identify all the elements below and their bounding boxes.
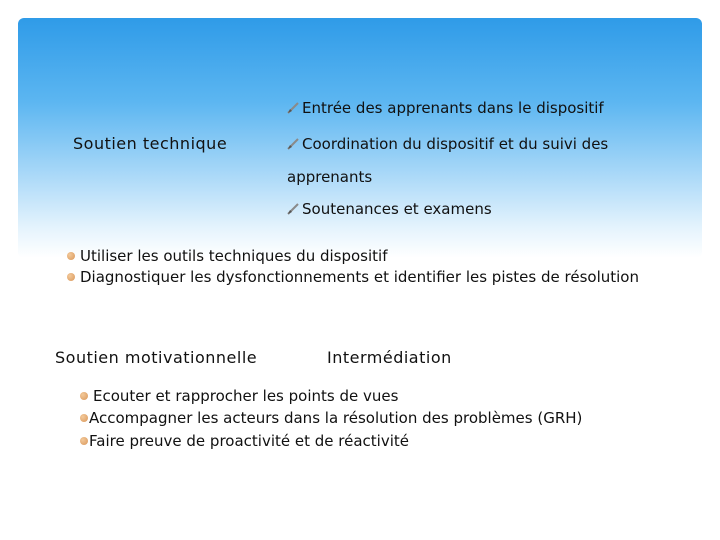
orange-dot-icon <box>80 414 88 422</box>
motivation-heading: Soutien motivationnelle <box>55 348 258 367</box>
technique-heading: Soutien technique <box>73 134 228 153</box>
technique-item-label: Coordination du dispositif et du suivi des <box>302 135 609 153</box>
pencil-icon <box>287 137 300 150</box>
technique-bullet-1 <box>67 247 388 265</box>
technique-item-label: Soutenances et examens <box>302 200 492 218</box>
orange-dot-icon <box>80 392 88 400</box>
motivation-bullet-2 <box>80 409 582 427</box>
orange-dot-icon <box>67 273 75 281</box>
bullet-text: Utiliser les outils techniques du dispositif <box>80 247 388 265</box>
bullet-text: Faire preuve de proactivité et de réactivité <box>89 432 409 450</box>
pencil-icon <box>287 202 300 215</box>
technique-item-2 <box>287 135 608 153</box>
motivation-bullet-3 <box>80 432 409 450</box>
technique-item-1 <box>287 99 604 117</box>
technique-item-label: Entrée des apprenants dans le dispositif <box>302 99 604 117</box>
technique-item-2-continuation: apprenants <box>287 168 373 186</box>
motivation-subheading: Intermédiation <box>327 348 452 367</box>
motivation-bullet-1 <box>80 387 398 405</box>
technique-item-3 <box>287 200 492 218</box>
pencil-icon <box>287 101 300 114</box>
bullet-text: Diagnostiquer les dysfonctionnements et identifier les pistes de résolution <box>80 268 639 286</box>
orange-dot-icon <box>80 437 88 445</box>
bullet-text: Accompagner les acteurs dans la résolution des problèmes (GRH) <box>89 409 583 427</box>
technique-bullet-2 <box>67 268 639 286</box>
bullet-text: Ecouter et rapprocher les points de vues <box>93 387 399 405</box>
orange-dot-icon <box>67 252 75 260</box>
